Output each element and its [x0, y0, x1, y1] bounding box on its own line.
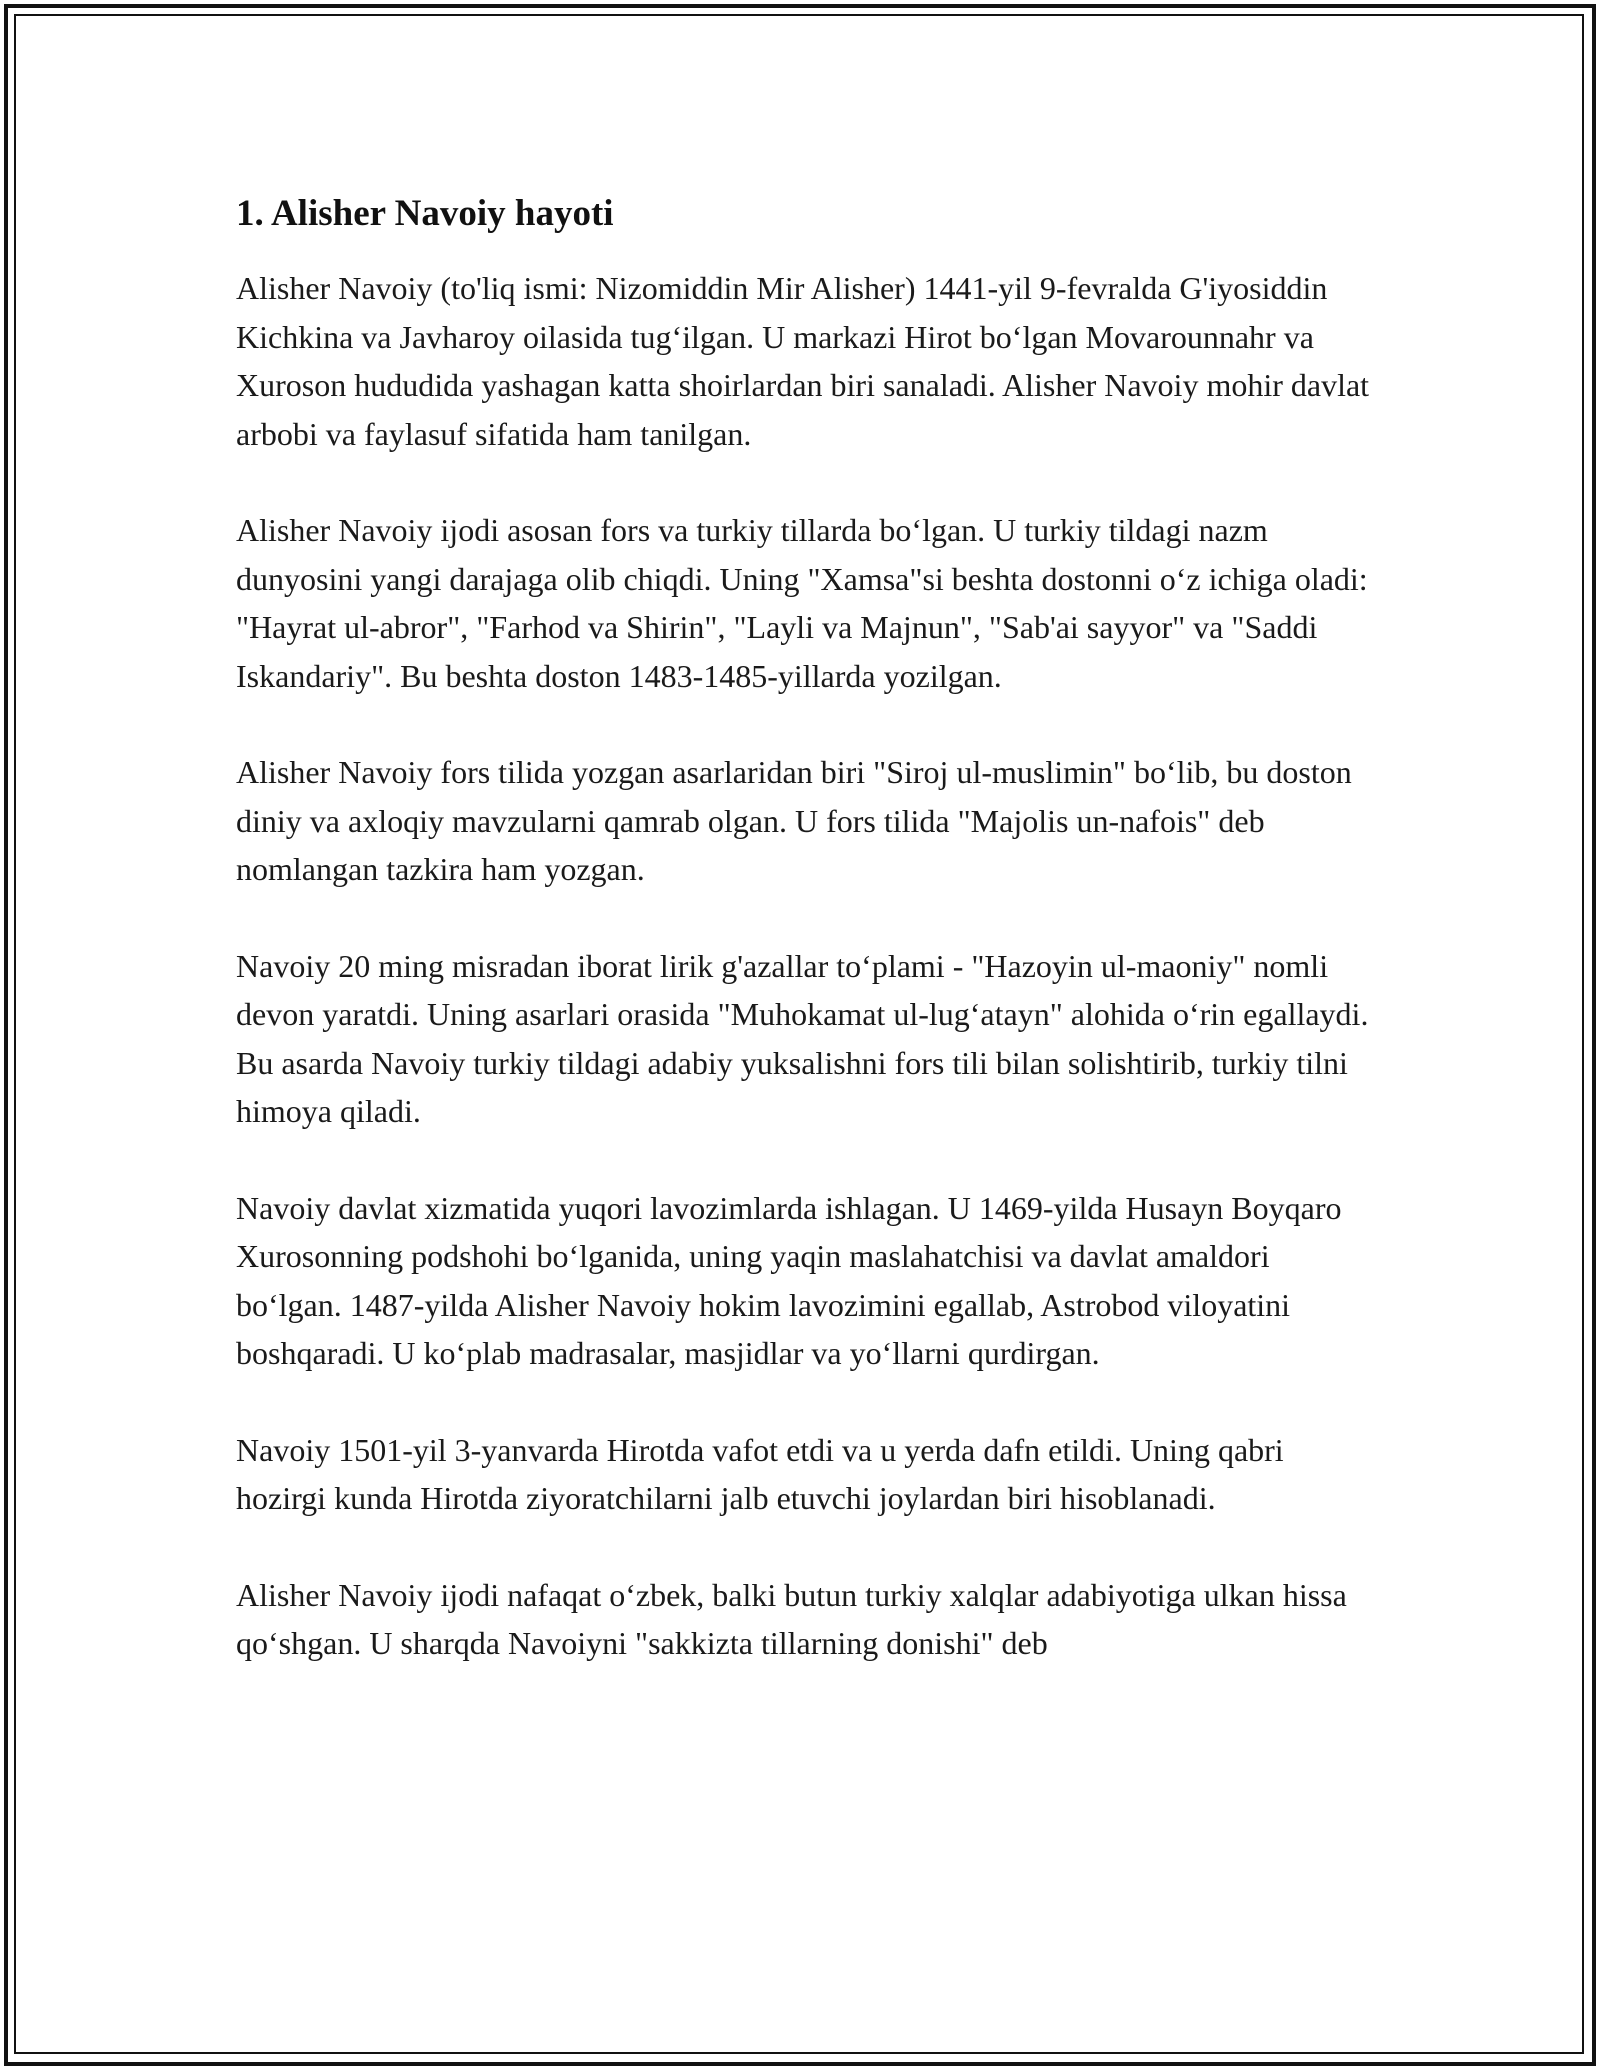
paragraph-divan: Navoiy 20 ming misradan iborat lirik g'azallar to‘plami - "Hazoyin ul-maoniy" nomli devon yaratdi. Uning asarlari orasida "Muhokamat ul-lug‘atayn" alohida o‘rin egallaydi. Bu asarda Navoiy turkiy tildagi adabiy yuksalishni fors tili bilan solishtirib, turkiy tilni himoya qiladi.	[236, 947, 1369, 1129]
paragraph-khamsa: Alisher Navoiy ijodi asosan fors va turkiy tillarda bo‘lgan. U turkiy tildagi nazm dunyosini yangi darajaga olib chiqdi. Uning "Xamsa"si beshta dostonni o‘z ichiga oladi: "Hayrat ul-abror", "Farhod va Shirin", "Layli va Majnun", "Sab'ai sayyor" va "Saddi Iskandariy". Bu beshta doston 1483-1485-yillarda yozilgan.	[236, 512, 1368, 694]
paragraph-death: Navoiy 1501-yil 3-yanvarda Hirotda vafot etdi va u yerda dafn etildi. Uning qabri hozirgi kunda Hirotda ziyoratchilarni jalb etuvchi joylardan biri hisoblanadi.	[236, 1431, 1284, 1516]
paragraph-birth: Alisher Navoiy (to'liq ismi: Nizomiddin Mir Alisher) 1441-yil 9-fevralda G'iyosiddin Kichkina va Javharoy oilasida tug‘ilgan. U markazi Hirot bo‘lgan Movarounnahr va Xuroson hududida yashagan katta shoirlardan biri sanaladi. Alisher Navoiy mohir davlat arbobi va faylasuf sifatida ham tanilgan.	[236, 270, 1370, 452]
section-heading: 1. Alisher Navoiy hayoti	[236, 193, 614, 234]
paragraph-state-service: Navoiy davlat xizmatida yuqori lavozimlarda ishlagan. U 1469-yilda Husayn Boyqaro Xurosonning podshohi bo‘lganida, uning yaqin maslahatchisi va davlat amaldori bo‘lgan. 1487-yilda Alisher Navoiy hokim lavozimini egallab, Astrobod viloyatini boshqaradi. U ko‘plab madrasalar, masjidlar va yo‘llarni qurdirgan.	[236, 1189, 1342, 1371]
paragraph-persian-works: Alisher Navoiy fors tilida yozgan asarlaridan biri "Siroj ul-muslimin" bo‘lib, bu doston diniy va axloqiy mavzularni qamrab olgan. U fors tilida "Majolis un-nafois" deb nomlangan tazkira ham yozgan.	[236, 754, 1352, 887]
document-body	[236, 188, 1376, 1716]
paragraph-legacy: Alisher Navoiy ijodi nafaqat o‘zbek, balki butun turkiy xalqlar adabiyotiga ulkan hissa qo‘shgan. U sharqda Navoiyni "sakkizta tillarning donishi" deb	[236, 1576, 1347, 1661]
